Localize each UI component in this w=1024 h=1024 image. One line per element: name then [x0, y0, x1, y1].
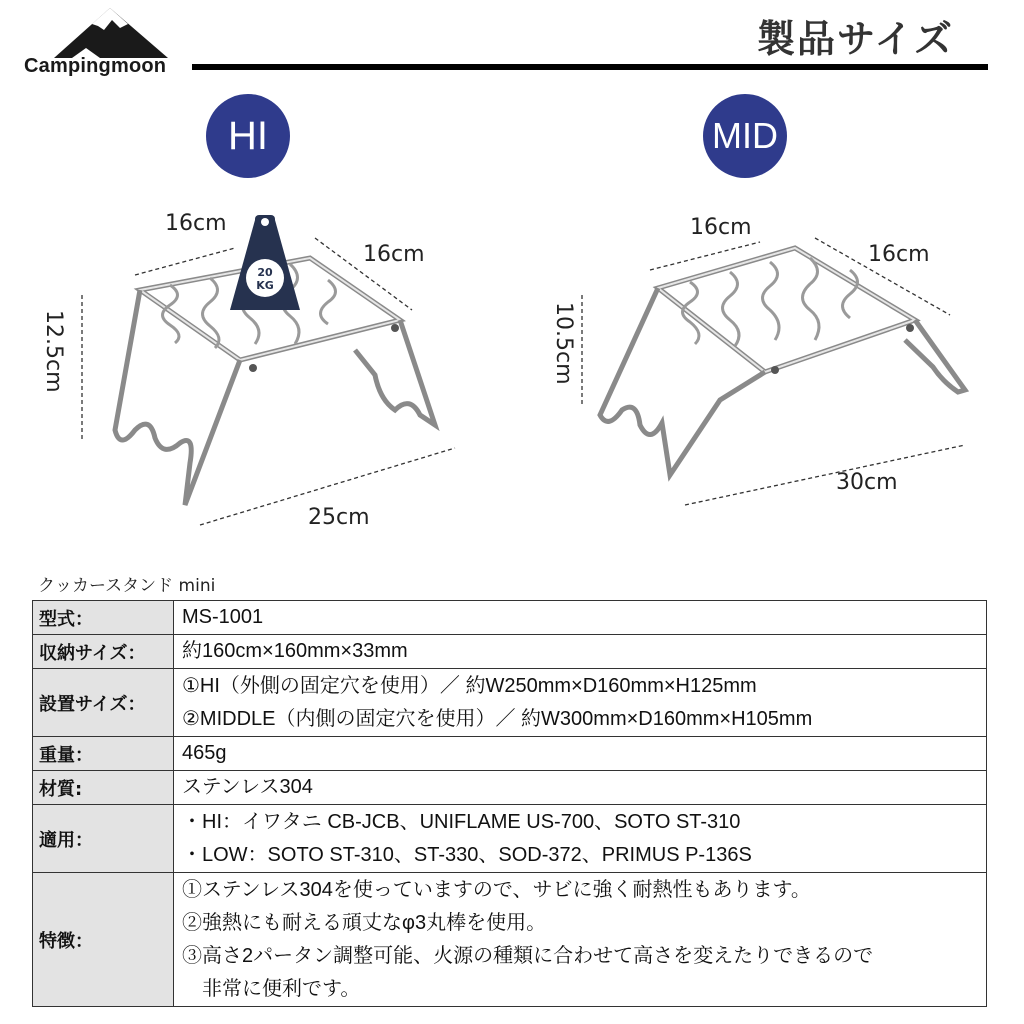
- spec-label: 重量：: [33, 737, 174, 771]
- spec-value: 465g: [174, 737, 987, 771]
- hi-length-label: 25cm: [308, 505, 370, 530]
- mid-badge: MID: [703, 94, 787, 178]
- table-row: [33, 737, 987, 771]
- hi-width-label: 16cm: [165, 211, 227, 236]
- mid-height-label: 10.5cm: [551, 302, 576, 385]
- spec-label: 特徴：: [33, 873, 174, 1007]
- mid-width-label: 16cm: [690, 215, 752, 240]
- spec-label: 型式：: [33, 601, 174, 635]
- spec-label: 設置サイズ：: [33, 669, 174, 737]
- spec-table: [32, 600, 987, 1007]
- table-row: [33, 771, 987, 805]
- mid-length-label: 30cm: [836, 470, 898, 495]
- spec-value: MS-1001: [174, 601, 987, 635]
- table-row: [33, 805, 987, 873]
- hi-height-label: 12.5cm: [41, 310, 66, 393]
- table-row: [33, 669, 987, 737]
- table-row: [33, 601, 987, 635]
- spec-value: ①ステンレス304を使っていますので、サビに強く耐熱性もあります。 ②強熱にも耐える頑丈なφ3丸棒を使用。 ③高さ2パータン調整可能、火源の種類に合わせて高さを変えたりできるので 非常に便利です。: [174, 873, 987, 1007]
- table-row: [33, 873, 987, 1007]
- spec-value: ・HI：イワタニ CB-JCB、UNIFLAME US-700、SOTO ST-310 ・LOW：SOTO ST-310、ST-330、SOD-372、PRIMUS P-136S: [174, 805, 987, 873]
- page-title: 製品サイズ: [757, 17, 954, 61]
- header-divider: [192, 64, 988, 70]
- spec-label: 適用：: [33, 805, 174, 873]
- table-row: [33, 635, 987, 669]
- weight-tag-label: 20 KG: [256, 266, 274, 292]
- product-name: クッカースタンド mini: [38, 576, 216, 596]
- brand-name: Campingmoon: [24, 55, 167, 77]
- spec-value: ステンレス304: [174, 771, 987, 805]
- hi-depth-label: 16cm: [363, 242, 425, 267]
- hi-badge: HI: [206, 94, 290, 178]
- spec-label: 材質:: [33, 771, 174, 805]
- spec-label: 収納サイズ：: [33, 635, 174, 669]
- mid-depth-label: 16cm: [868, 242, 930, 267]
- spec-value: ①HI（外側の固定穴を使用）／ 約W250mm×D160mm×H125mm ②MIDDLE（内側の固定穴を使用）／ 約W300mm×D160mm×H105mm: [174, 669, 987, 737]
- spec-value: 約160cm×160mm×33mm: [174, 635, 987, 669]
